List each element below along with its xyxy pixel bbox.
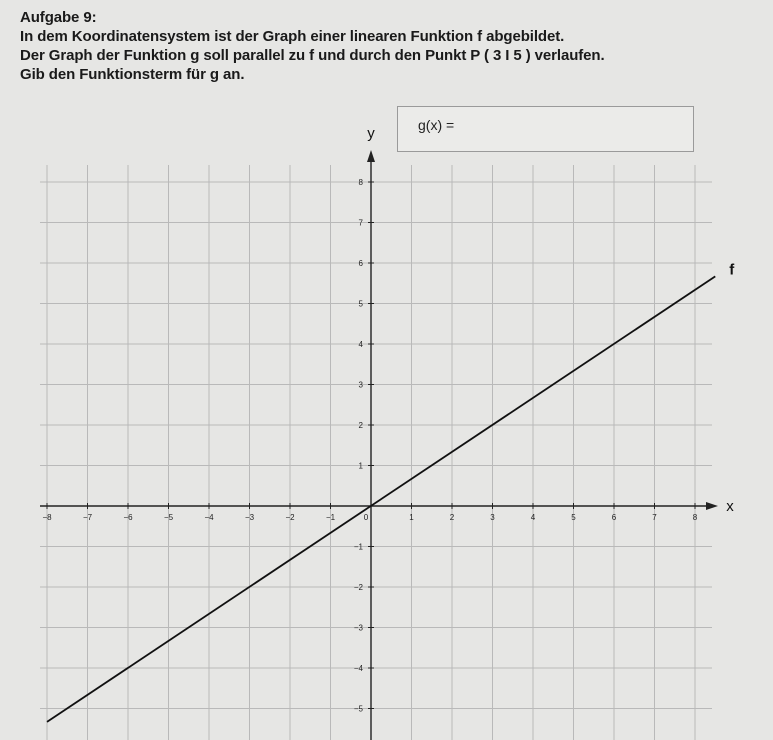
y-tick-label: 2 [358,421,363,430]
x-axis-label: x [726,498,734,515]
x-tick-label: −5 [163,513,174,522]
y-tick-label: 1 [358,461,363,471]
series-label-f: f [729,261,735,279]
x-tick-label: −1 [325,513,336,522]
y-tick-label: −3 [353,623,363,633]
y-tick-label: −1 [353,542,363,552]
task-line-3: Gib den Funktionsterm für g an. [20,66,245,83]
x-tick-label: −6 [123,513,133,522]
y-tick-label: −4 [353,664,363,673]
y-tick-label: 7 [358,218,363,228]
y-tick-label: 5 [358,299,363,309]
x-tick-label: 3 [490,513,495,522]
x-tick-label: 5 [571,513,576,522]
task-line-2: Der Graph der Funktion g soll parallel zu f und durch den Punkt P ( 3 I 5 ) verlaufen. [20,47,605,64]
x-tick-label: −8 [42,513,52,522]
y-tick-label: −5 [353,704,363,714]
y-tick-label: −2 [353,583,363,592]
y-tick-label: 6 [358,259,363,268]
x-tick-label: 4 [530,513,536,522]
x-tick-label: 7 [652,513,657,522]
tick-labels [42,178,697,714]
x-tick-label: −2 [285,513,295,522]
x-tick-label: 2 [449,513,455,522]
series [47,261,735,722]
x-axis-arrow [706,502,718,510]
x-tick-label: 1 [409,513,414,522]
axes [40,125,734,740]
x-tick-label: −7 [82,513,93,522]
answer-box[interactable] [397,106,694,152]
x-tick-label: −3 [244,513,255,522]
y-axis-arrow [367,150,375,162]
x-tick-label: 8 [692,513,698,522]
x-tick-label: 6 [611,513,617,522]
x-tick-label: −4 [204,513,214,522]
grid [40,165,712,740]
x-tick-label: 0 [363,513,369,522]
y-axis-label: y [367,125,375,142]
task-heading: Aufgabe 9: [20,9,97,26]
task-line-1: In dem Koordinatensystem ist der Graph einer linearen Funktion f abgebildet. [20,28,565,45]
y-tick-label: 4 [358,340,363,349]
y-tick-label: 3 [358,380,363,390]
answer-label: g(x) = [418,117,455,133]
series-line-f [47,276,715,722]
y-tick-label: 8 [358,178,363,187]
